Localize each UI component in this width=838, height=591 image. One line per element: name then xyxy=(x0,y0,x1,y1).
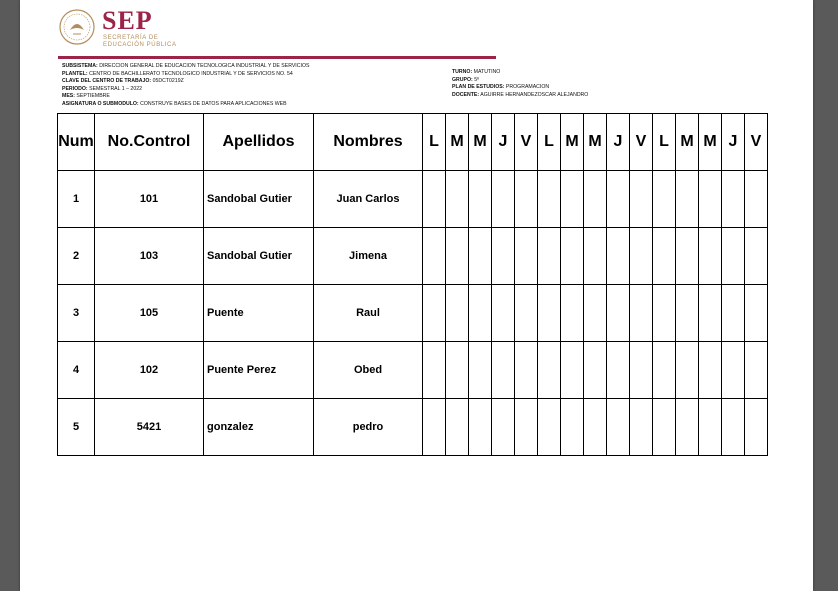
attendance-cell[interactable] xyxy=(492,228,515,285)
header-nombres: Nombres xyxy=(314,114,423,171)
attendance-cell[interactable] xyxy=(676,171,699,228)
attendance-cell[interactable] xyxy=(630,228,653,285)
attendance-cell[interactable] xyxy=(745,228,768,285)
attendance-cell[interactable] xyxy=(607,342,630,399)
table-row xyxy=(58,285,768,342)
attendance-cell[interactable] xyxy=(584,285,607,342)
attendance-cell[interactable] xyxy=(492,285,515,342)
cell-num: 1 xyxy=(58,171,95,228)
attendance-cell[interactable] xyxy=(630,285,653,342)
course-info-right xyxy=(452,69,588,99)
attendance-cell[interactable] xyxy=(745,399,768,456)
attendance-cell[interactable] xyxy=(446,285,469,342)
info-clave: CLAVE DEL CENTRO DE TRABAJO: 05DCT0219Z xyxy=(62,78,184,85)
table-header-row xyxy=(58,114,768,171)
attendance-cell[interactable] xyxy=(515,399,538,456)
attendance-cell[interactable] xyxy=(515,228,538,285)
header-day: M xyxy=(699,114,722,171)
cell-nombres: Juan Carlos xyxy=(314,171,423,228)
cell-control: 103 xyxy=(95,228,204,285)
attendance-cell[interactable] xyxy=(469,228,492,285)
header-day: J xyxy=(607,114,630,171)
attendance-cell[interactable] xyxy=(653,342,676,399)
attendance-cell[interactable] xyxy=(515,171,538,228)
cell-num: 4 xyxy=(58,342,95,399)
attendance-cell[interactable] xyxy=(722,228,745,285)
attendance-cell[interactable] xyxy=(469,342,492,399)
attendance-cell[interactable] xyxy=(538,285,561,342)
info-subsistema: SUBSISTEMA: DIRECCION GENERAL DE EDUCACION TECNOLOGICA INDUSTRIAL Y DE SERVICIOS xyxy=(62,63,310,69)
info-plan: PLAN DE ESTUDIOS: PROGRAMACION xyxy=(452,84,550,91)
attendance-cell[interactable] xyxy=(584,342,607,399)
cell-nombres: pedro xyxy=(314,399,423,456)
attendance-cell[interactable] xyxy=(607,285,630,342)
attendance-cell[interactable] xyxy=(561,228,584,285)
attendance-cell[interactable] xyxy=(676,285,699,342)
attendance-cell[interactable] xyxy=(676,342,699,399)
header-num: Num xyxy=(58,114,95,171)
course-info-left xyxy=(62,63,309,109)
header-day: L xyxy=(538,114,561,171)
attendance-cell[interactable] xyxy=(745,171,768,228)
national-seal-icon xyxy=(58,8,96,46)
attendance-cell[interactable] xyxy=(561,171,584,228)
attendance-cell[interactable] xyxy=(423,399,446,456)
attendance-cell[interactable] xyxy=(699,285,722,342)
cell-control: 105 xyxy=(95,285,204,342)
table-row xyxy=(58,399,768,456)
header-divider xyxy=(58,56,496,59)
attendance-cell[interactable] xyxy=(446,171,469,228)
table-body xyxy=(58,171,768,456)
cell-num: 2 xyxy=(58,228,95,285)
attendance-cell[interactable] xyxy=(538,342,561,399)
attendance-cell[interactable] xyxy=(423,228,446,285)
attendance-cell[interactable] xyxy=(653,171,676,228)
header-day: J xyxy=(722,114,745,171)
attendance-cell[interactable] xyxy=(630,399,653,456)
header-day: M xyxy=(469,114,492,171)
header-day: M xyxy=(676,114,699,171)
info-mes: MES: SEPTIEMBRE xyxy=(62,93,110,100)
attendance-cell[interactable] xyxy=(722,171,745,228)
attendance-cell[interactable] xyxy=(469,285,492,342)
info-periodo: PERIODO: SEMESTRAL 1 – 2022 xyxy=(62,85,142,92)
attendance-cell[interactable] xyxy=(607,228,630,285)
attendance-cell[interactable] xyxy=(423,342,446,399)
header-day: V xyxy=(745,114,768,171)
attendance-cell[interactable] xyxy=(745,342,768,399)
cell-nombres: Raul xyxy=(314,285,423,342)
document-page xyxy=(20,0,813,591)
attendance-cell[interactable] xyxy=(492,342,515,399)
attendance-cell[interactable] xyxy=(653,228,676,285)
attendance-cell[interactable] xyxy=(722,342,745,399)
attendance-cell[interactable] xyxy=(515,285,538,342)
attendance-cell[interactable] xyxy=(492,171,515,228)
attendance-cell[interactable] xyxy=(584,228,607,285)
attendance-cell[interactable] xyxy=(492,399,515,456)
attendance-cell[interactable] xyxy=(423,285,446,342)
attendance-table xyxy=(57,113,768,456)
attendance-cell[interactable] xyxy=(469,399,492,456)
attendance-cell[interactable] xyxy=(446,342,469,399)
attendance-cell[interactable] xyxy=(630,171,653,228)
cell-nombres: Jimena xyxy=(314,228,423,285)
header-apellidos: Apellidos xyxy=(204,114,314,171)
attendance-cell[interactable] xyxy=(653,399,676,456)
header-day: M xyxy=(561,114,584,171)
attendance-cell[interactable] xyxy=(423,171,446,228)
cell-control: 101 xyxy=(95,171,204,228)
info-turno: TURNO: MATUTINO xyxy=(452,69,501,75)
header-day: L xyxy=(653,114,676,171)
header-day: L xyxy=(423,114,446,171)
cell-apellidos: Sandobal Gutier xyxy=(204,228,314,285)
cell-apellidos: Puente xyxy=(204,285,314,342)
info-asignatura: ASIGNATURA O SUBMODULO: CONSTRUYE BASES DE DATOS PARA APLICACIONES WEB xyxy=(62,100,287,107)
table-row xyxy=(58,228,768,285)
cell-apellidos: gonzalez xyxy=(204,399,314,456)
table-row xyxy=(58,171,768,228)
attendance-cell[interactable] xyxy=(584,399,607,456)
header-day: J xyxy=(492,114,515,171)
attendance-cell[interactable] xyxy=(722,285,745,342)
header-control: No.Control xyxy=(95,114,204,171)
attendance-cell[interactable] xyxy=(607,171,630,228)
cell-apellidos: Sandobal Gutier xyxy=(204,171,314,228)
info-docente: DOCENTE: AGUIRRE HERNANDEZOSCAR ALEJANDRO xyxy=(452,91,589,98)
cell-num: 5 xyxy=(58,399,95,456)
attendance-cell[interactable] xyxy=(561,342,584,399)
cell-nombres: Obed xyxy=(314,342,423,399)
cell-control: 5421 xyxy=(95,399,204,456)
header-day: M xyxy=(446,114,469,171)
attendance-cell[interactable] xyxy=(699,171,722,228)
info-grupo: GRUPO: 5º xyxy=(452,76,479,83)
cell-apellidos: Puente Perez xyxy=(204,342,314,399)
attendance-cell[interactable] xyxy=(469,171,492,228)
header-day: M xyxy=(584,114,607,171)
attendance-cell[interactable] xyxy=(630,342,653,399)
attendance-cell[interactable] xyxy=(446,399,469,456)
attendance-cell[interactable] xyxy=(538,399,561,456)
attendance-cell[interactable] xyxy=(538,171,561,228)
attendance-cell[interactable] xyxy=(561,285,584,342)
attendance-cell[interactable] xyxy=(722,399,745,456)
attendance-cell[interactable] xyxy=(676,399,699,456)
cell-control: 102 xyxy=(95,342,204,399)
attendance-cell[interactable] xyxy=(653,285,676,342)
header-day: V xyxy=(630,114,653,171)
table-row xyxy=(58,342,768,399)
attendance-cell[interactable] xyxy=(745,285,768,342)
attendance-cell[interactable] xyxy=(699,342,722,399)
logo-subtitle: SECRETARÍA DE EDUCACIÓN PÚBLICA xyxy=(103,35,177,48)
logo-text: SEP xyxy=(102,6,153,35)
attendance-cell[interactable] xyxy=(515,342,538,399)
attendance-cell[interactable] xyxy=(446,228,469,285)
header-day: V xyxy=(515,114,538,171)
attendance-cell[interactable] xyxy=(538,228,561,285)
cell-num: 3 xyxy=(58,285,95,342)
info-plantel: PLANTEL: CENTRO DE BACHILLERATO TECNOLOGICO INDUSTRIAL Y DE SERVICIOS NO. 54 xyxy=(62,70,293,77)
attendance-cell[interactable] xyxy=(699,399,722,456)
attendance-cell[interactable] xyxy=(584,171,607,228)
attendance-cell[interactable] xyxy=(676,228,699,285)
attendance-cell[interactable] xyxy=(699,228,722,285)
sep-logo xyxy=(58,8,198,50)
attendance-cell[interactable] xyxy=(561,399,584,456)
attendance-cell[interactable] xyxy=(607,399,630,456)
